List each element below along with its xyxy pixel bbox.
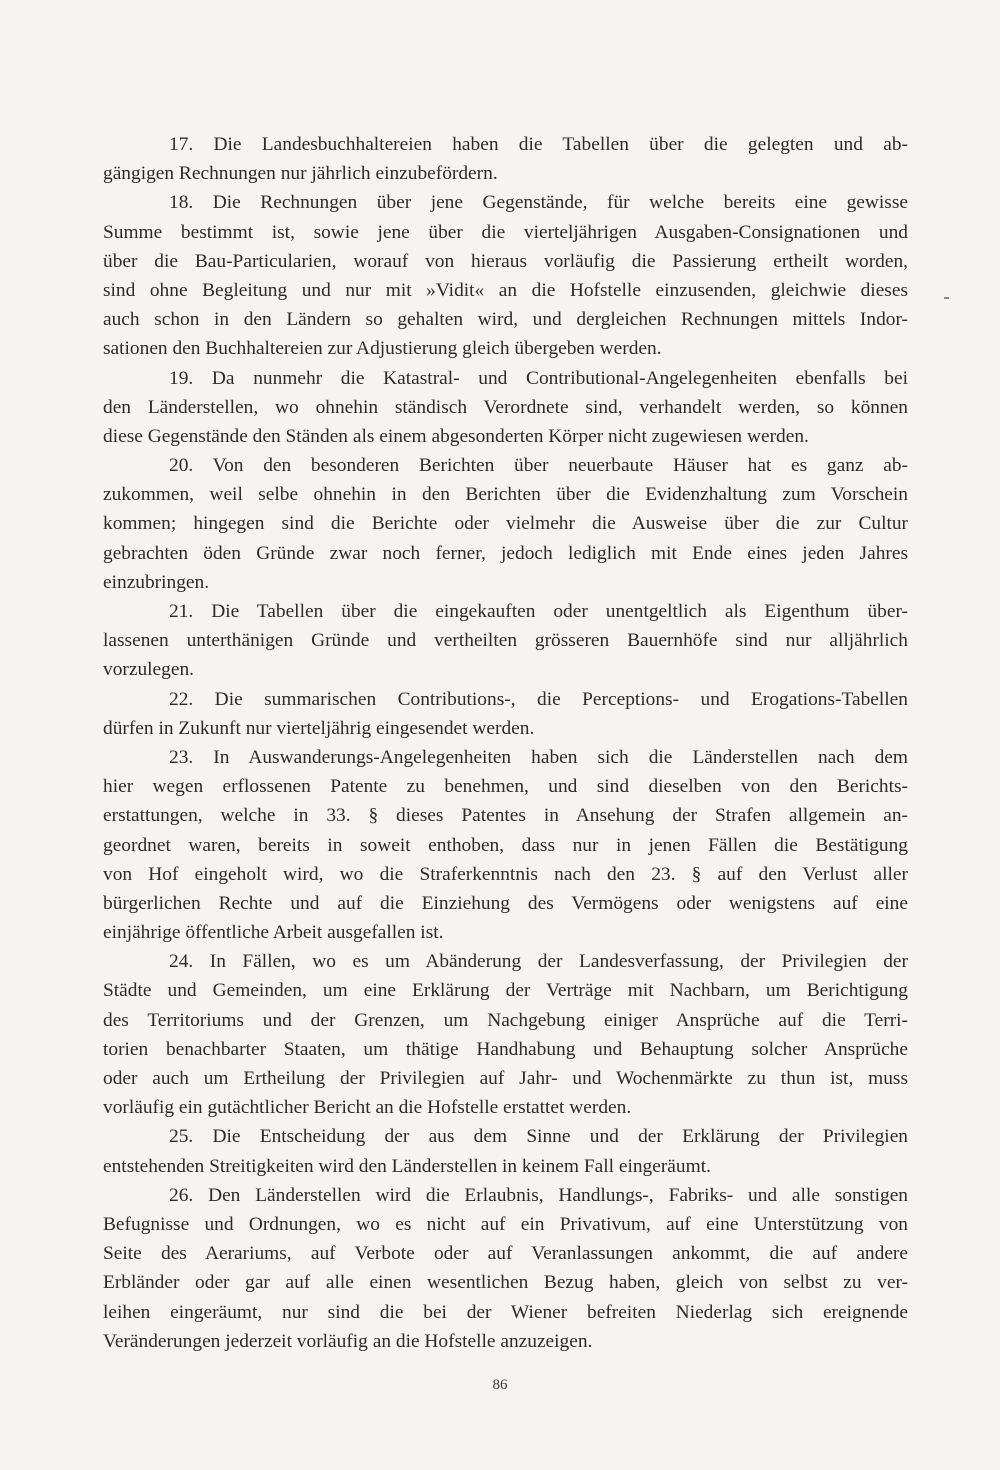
text-line: von Hof eingeholt wird, wo die Straferkenntnis nach den 23. § auf den Verlust aller [103,863,908,885]
text-line: Erbländer oder gar auf alle einen wesentlichen Bezug haben, gleich von selbst zu ver- [103,1272,908,1294]
page-number: 86 [492,1377,508,1393]
text-line: einjährige öffentliche Arbeit ausgefallen ist. [103,922,444,944]
text-line: Seite des Aerariums, auf Verbote oder auf Veranlassungen ankommt, die auf andere [103,1243,908,1265]
text-line: sationen den Buchhaltereien zur Adjustierung gleich übergeben werden. [103,338,662,360]
text-line: Summe bestimmt ist, sowie jene über die vierteljährigen Ausgaben-Consignationen und [103,221,908,243]
text-line: vorläufig ein gutächtlicher Bericht an die Hofstelle erstattet werden. [103,1097,632,1119]
text-line: vorzulegen. [103,659,194,681]
text-line: entstehenden Streitigkeiten wird den Länderstellen in keinem Fall eingeräumt. [103,1155,711,1177]
text-line: gängigen Rechnungen nur jährlich einzubefördern. [103,163,498,185]
text-line: den Länderstellen, wo ohnehin ständisch Verordnete sind, verhandelt werden, so können [103,396,908,418]
text-line: leihen eingeräumt, nur sind die bei der Wiener befreiten Niederlag sich ereignende [103,1301,908,1323]
text-line: 26. Den Länderstellen wird die Erlaubnis, Handlungs-, Fabriks- und alle sonstigen [169,1184,908,1206]
text-line: des Territoriums und der Grenzen, um Nachgebung einiger Ansprüche auf die Terri- [103,1009,908,1031]
text-line: sind ohne Begleitung und nur mit »Vidit« an die Hofstelle einzusenden, gleichwie dieses [103,279,908,301]
text-line: geordnet waren, bereits in soweit enthoben, dass nur in jenen Fällen die Bestätigung [103,834,908,856]
text-line: 17. Die Landesbuchhaltereien haben die Tabellen über die gelegten und ab- [169,134,908,155]
text-line: 23. In Auswanderungs-Angelegenheiten haben sich die Länderstellen nach dem [169,746,908,768]
text-line: oder auch um Ertheilung der Privilegien auf Jahr- und Wochenmärkte zu thun ist, muss [103,1068,908,1089]
text-line: 20. Von den besonderen Berichten über neuerbaute Häuser hat es ganz ab- [169,455,908,477]
text-line: 19. Da nunmehr die Katastral- und Contributional-Angelegenheiten ebenfalls bei [169,367,908,389]
text-line: einzubringen. [103,571,210,593]
text-line: lassenen unterthänigen Gründe und vertheilten grösseren Bauernhöfe sind nur alljährlich [103,630,908,652]
text-line: dürfen in Zukunft nur vierteljährig eingesendet werden. [103,717,535,739]
text-line: 22. Die summarischen Contributions-, die Perceptions- und Erogations-Tabellen [169,688,908,710]
text-line: erstattungen, welche in 33. § dieses Patentes in Ansehung der Strafen allgemein an- [103,805,908,827]
text-line: gebrachten öden Gründe zwar noch ferner, jedoch lediglich mit Ende eines jeden Jahres [103,542,908,564]
text-line: torien benachbarter Staaten, um thätige Handhabung und Behauptung solcher Ansprüche [103,1038,908,1060]
text-line: 25. Die Entscheidung der aus dem Sinne und der Erklärung der Privilegien [169,1126,908,1148]
text-line: bürgerlichen Rechte und auf die Einziehung des Vermögens oder wenigstens auf eine [103,892,908,914]
text-line: Veränderungen jederzeit vorläufig an die Hofstelle anzuzeigen. [103,1330,593,1352]
text-line: 18. Die Rechnungen über jene Gegenstände, für welche bereits eine gewisse [169,192,908,214]
text-line: über die Bau-Particularien, worauf von hieraus vorläufig die Passierung ertheilt worden, [103,250,908,272]
text-line: auch schon in den Ländern so gehalten wird, und dergleichen Rechnungen mittels Indor- [103,309,908,331]
text-line: zukommen, weil selbe ohnehin in den Berichten über die Evidenzhaltung zum Vorschein [103,484,908,506]
text-line: hier wegen erflossenen Patente zu benehmen, und sind dieselben von den Berichts- [103,776,908,798]
text-line: 24. In Fällen, wo es um Abänderung der Landesverfassung, der Privilegien der [169,951,908,973]
text-line: kommen; hingegen sind die Berichte oder vielmehr die Ausweise über die zur Cultur [103,513,908,535]
margin-mark [944,297,949,299]
text-line: 21. Die Tabellen über die eingekauften oder unentgeltlich als Eigenthum über- [169,601,908,622]
text-line: diese Gegenstände den Ständen als einem abgesonderten Körper nicht zugewiesen werden. [103,425,809,447]
text-line: Befugnisse und Ordnungen, wo es nicht auf ein Privativum, auf eine Unterstützung von [103,1213,908,1235]
body-text [103,130,908,1356]
text-line: Städte und Gemeinden, um eine Erklärung der Verträge mit Nachbarn, um Berichtigung [103,980,908,1002]
